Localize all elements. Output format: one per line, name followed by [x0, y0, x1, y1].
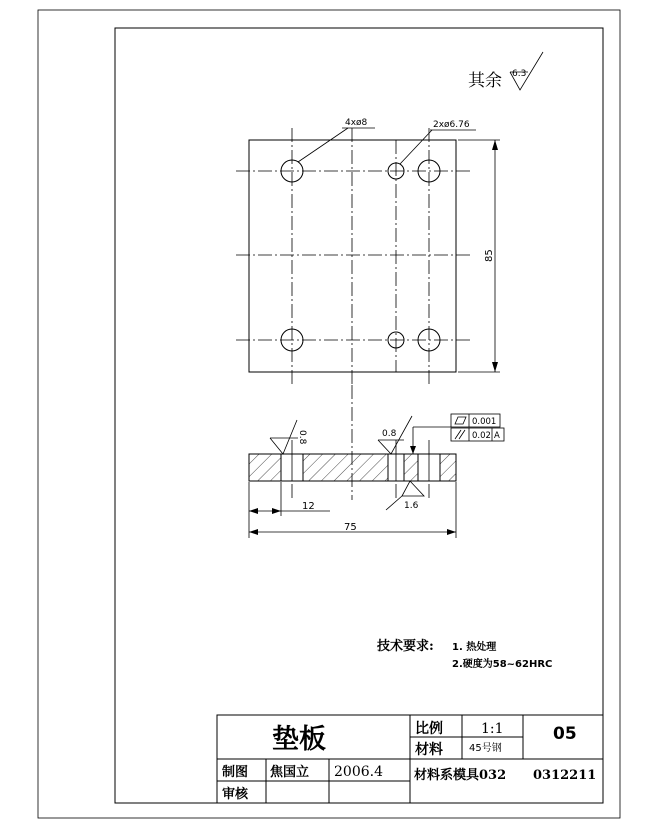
flatness-value: 0.001	[472, 417, 497, 427]
tech-req-heading: 技术要求:	[377, 639, 434, 654]
flatness-symbol	[455, 417, 466, 424]
tech-req-item-1: 1. 热处理	[452, 642, 497, 653]
dim-12-text: 12	[302, 501, 315, 512]
sheet-outer-border	[38, 10, 620, 818]
datum-letter: A	[494, 431, 500, 441]
top-view	[236, 118, 500, 385]
drawing-number: 05	[553, 724, 577, 744]
organization: 材料系模具032	[414, 768, 507, 783]
plate-outline	[249, 140, 456, 372]
material-value: 45号钢	[469, 743, 502, 754]
drawing-date: 2006.4	[334, 764, 383, 780]
parallelism-value: 0.02	[472, 431, 491, 441]
drawn-by: 焦国立	[270, 765, 310, 780]
student-number: 0312211	[533, 768, 597, 783]
drawing-frame	[115, 28, 603, 803]
default-roughness-note	[468, 52, 543, 91]
drawn-label: 制图	[222, 765, 249, 780]
material-label: 材料	[415, 742, 443, 758]
check-label: 审核	[222, 787, 249, 802]
title-block	[217, 715, 603, 803]
part-name: 垫板	[272, 724, 326, 755]
tolerance-frames	[410, 414, 504, 454]
dim-75-text: 75	[344, 522, 357, 533]
tech-req-item-2: 2.硬度为58~62HRC	[452, 659, 553, 670]
scale-value: 1:1	[481, 721, 504, 737]
roughness-left-text: 0.8	[297, 430, 307, 445]
scale-label: 比例	[415, 721, 443, 737]
technical-requirements	[376, 638, 552, 670]
section-view	[249, 385, 504, 538]
dim-85-text: 85	[484, 249, 495, 262]
hole-callout-4x8: 4xø8	[345, 118, 368, 128]
hole-callout-2x676: 2xø6.76	[433, 120, 470, 130]
roughness-prefix-text: 其余	[468, 71, 502, 91]
roughness-bottom-text: 1.6	[404, 501, 419, 511]
roughness-value-text: 6.3	[512, 69, 527, 79]
roughness-mid-text: 0.8	[382, 429, 397, 439]
